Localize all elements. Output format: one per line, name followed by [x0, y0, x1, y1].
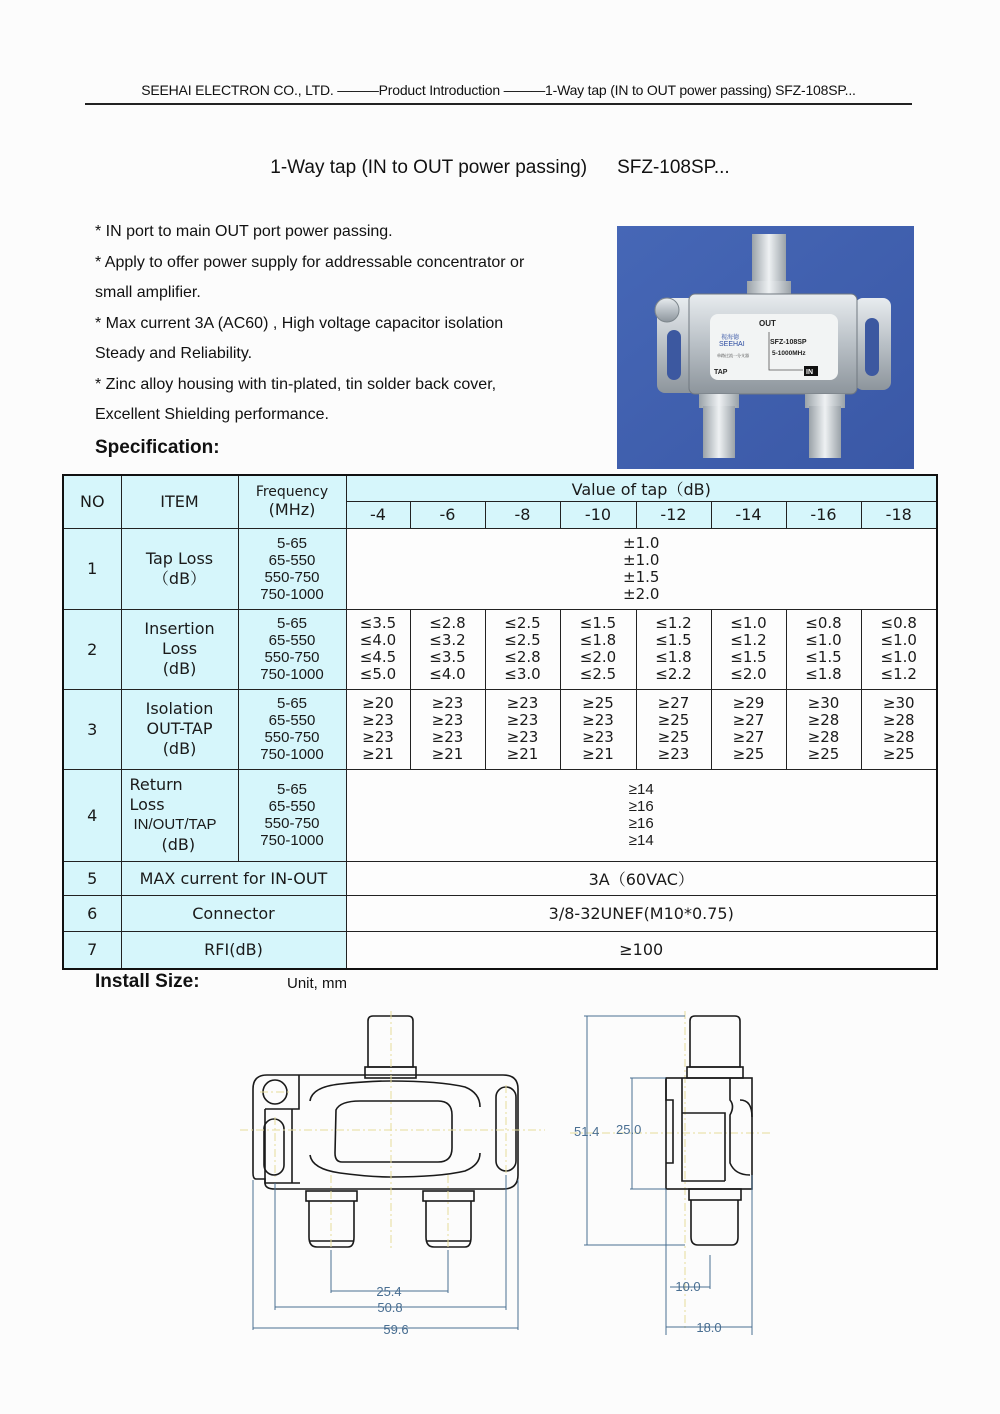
specification-table: [62, 474, 938, 970]
tap-header: -4: [346, 501, 410, 528]
value-line: ≤4.5: [359, 648, 397, 666]
value-line: ≥21: [431, 745, 464, 763]
freq-line: 65-550: [268, 632, 316, 649]
value-line: ≥23: [657, 745, 690, 763]
value-line: ≤3.2: [429, 631, 466, 649]
value-line: ≥27: [732, 711, 765, 729]
value-line: ≤4.0: [429, 665, 466, 683]
freq-line: 65-550: [268, 712, 316, 729]
item-line: （dB）: [152, 568, 207, 588]
table-row-connector: [63, 895, 937, 931]
feature-line: Steady and Reliability.: [95, 345, 253, 362]
label-cn-desc: 单路过流一分支器: [717, 353, 749, 358]
label-tap: TAP: [714, 369, 728, 376]
value-line: ≤2.2: [655, 665, 692, 683]
value-line: ≥27: [732, 728, 765, 746]
value-line: ≥23: [431, 728, 464, 746]
row-no: 5: [63, 861, 121, 895]
item-line: (dB): [162, 659, 197, 678]
value-line: ≤2.8: [429, 614, 466, 632]
item-line: (dB): [162, 739, 197, 758]
row-item: MAX current for IN-OUT: [121, 861, 346, 895]
dim-axis-depth: 10.0: [675, 1279, 701, 1294]
value-line: ≤4.0: [359, 631, 397, 649]
freq-line: 750-1000: [260, 746, 324, 763]
item-line: Return: [129, 775, 183, 794]
running-header: SEEHAI ELECTRON CO., LTD. ———Product Introduction ———1-Way tap (IN to OUT power passing) SFZ-108SP...: [141, 82, 856, 98]
feature-line: * IN port to main OUT port power passing.: [95, 223, 393, 240]
freq-line: 550-750: [264, 649, 320, 666]
value-line: ≤2.5: [504, 614, 541, 632]
row-no: 1: [63, 528, 121, 609]
table-row-insertion-loss: [63, 609, 937, 689]
product-photo: [617, 226, 914, 469]
dim-overall-depth: 18.0: [696, 1320, 722, 1335]
value-line: ≥30: [807, 694, 840, 712]
value-line: ≥23: [362, 711, 394, 729]
dim-body-height: 25.0: [616, 1122, 642, 1137]
side-view: [666, 1016, 752, 1245]
row-no: 4: [63, 769, 121, 861]
row-no: 3: [63, 689, 121, 769]
in-connector: [805, 394, 845, 458]
value-line: ≤2.0: [579, 648, 617, 666]
dim-mount-spacing: 50.8: [377, 1300, 403, 1315]
value-line: ±1.5: [623, 567, 660, 586]
frequency-unit: (MHz): [268, 500, 316, 520]
freq-line: 550-750: [264, 568, 320, 586]
insertion-loss-cell: [711, 609, 786, 689]
col-header-no: NO: [63, 475, 121, 528]
item-line: Loss: [161, 639, 198, 658]
isolation-cell: [560, 689, 636, 769]
isolation-cell: [485, 689, 560, 769]
col-header-item: ITEM: [121, 475, 238, 528]
max-current-value: 3A（60VAC）: [346, 861, 937, 895]
frequency-cell: [238, 769, 346, 861]
value-line: ≤1.2: [655, 614, 692, 632]
rfi-value: ≥100: [346, 931, 937, 969]
value-line: ≤1.8: [579, 631, 617, 649]
front-view: [253, 1016, 518, 1247]
value-line: ≥21: [362, 745, 394, 763]
value-line: ≤3.5: [429, 648, 466, 666]
item-line: Isolation: [145, 699, 214, 718]
tap-header: -8: [485, 501, 560, 528]
freq-line: 5-65: [276, 534, 308, 552]
value-line: ≤2.8: [504, 648, 541, 666]
product-name: 1-Way tap (IN to OUT power passing): [270, 157, 588, 178]
value-line: ≥28: [807, 728, 840, 746]
insertion-loss-cell: [636, 609, 711, 689]
value-line: ≤1.2: [880, 665, 917, 683]
insertion-loss-cell: [786, 609, 861, 689]
feature-line: * Max current 3A (AC60) , High voltage capacitor isolation: [95, 315, 504, 332]
col-header-frequency: [238, 475, 346, 528]
value-line: ≤1.8: [805, 665, 842, 683]
connector-value: 3/8-32UNEF(M10*0.75): [346, 895, 937, 931]
row-no: 7: [63, 931, 121, 969]
value-line: ≥25: [657, 728, 690, 746]
tap-header: -18: [861, 501, 937, 528]
header-rule: [85, 103, 912, 105]
feature-line: Excellent Shielding performance.: [95, 406, 329, 423]
value-line: ≥23: [362, 728, 394, 746]
install-drawing: [230, 1005, 790, 1345]
frequency-label: Frequency: [255, 484, 329, 501]
dim-port-spacing: 25.4: [376, 1284, 402, 1299]
return-loss-values: [346, 769, 937, 861]
freq-line: 750-1000: [260, 832, 324, 849]
value-line: ≤2.5: [579, 665, 617, 683]
value-line: ≥21: [506, 745, 539, 763]
dim-overall-width: 59.6: [383, 1322, 409, 1337]
value-line: ≥23: [582, 728, 614, 746]
insertion-loss-cell: [410, 609, 485, 689]
item-line: Loss: [129, 795, 165, 814]
feature-line: * Apply to offer power supply for addressable concentrator or: [95, 254, 525, 271]
value-line: ≤0.8: [880, 614, 917, 632]
item-line: OUT-TAP: [146, 719, 213, 738]
side-dimension-lines: [584, 1016, 752, 1335]
freq-line: 750-1000: [260, 585, 324, 603]
insertion-loss-cell: [861, 609, 937, 689]
isolation-cell: [711, 689, 786, 769]
table-row-tap-loss: [63, 528, 937, 609]
value-line: ≥21: [582, 745, 614, 763]
value-line: ≥16: [628, 798, 654, 815]
table-row-isolation: [63, 689, 937, 769]
out-connector: [747, 234, 791, 295]
row-item: RFI(dB): [121, 931, 346, 969]
value-line: ≤1.0: [730, 614, 767, 632]
row-item: [121, 769, 238, 861]
isolation-cell: [346, 689, 410, 769]
value-line: ≥25: [582, 694, 614, 712]
item-line: (dB): [161, 835, 196, 854]
value-line: ≥25: [732, 745, 765, 763]
value-line: ≥29: [732, 694, 765, 712]
label-freq: 5-1000MHz: [772, 350, 806, 357]
isolation-cell: [636, 689, 711, 769]
table-row-rfi: [63, 931, 937, 969]
value-line: ≥14: [628, 781, 654, 798]
value-line: ≥28: [882, 728, 915, 746]
value-line: ≤1.0: [880, 631, 917, 649]
tap-connector: [699, 394, 739, 458]
value-line: ≤1.0: [880, 648, 917, 666]
value-line: ≤2.5: [504, 631, 541, 649]
install-size-unit: Unit, mm: [287, 975, 347, 992]
value-line: ≤1.0: [805, 631, 842, 649]
value-line: ≤1.8: [655, 648, 692, 666]
insertion-loss-cell: [346, 609, 410, 689]
row-item: [121, 609, 238, 689]
header-row: [63, 475, 937, 501]
frequency-cell: [238, 528, 346, 609]
value-line: ≥23: [506, 694, 539, 712]
value-line: ≥16: [628, 815, 654, 832]
value-line: ≤1.5: [655, 631, 692, 649]
frequency-cell: [238, 689, 346, 769]
value-line: ≤0.8: [805, 614, 842, 632]
value-line: ≤1.5: [730, 648, 767, 666]
value-line: ≥28: [882, 711, 915, 729]
isolation-cell: [861, 689, 937, 769]
value-line: ≥23: [582, 711, 614, 729]
freq-line: 5-65: [276, 695, 308, 712]
tap-header: -6: [410, 501, 485, 528]
value-line: ≥25: [882, 745, 915, 763]
value-line: ≤1.5: [579, 614, 617, 632]
label-brand: SEEHAI: [719, 341, 745, 348]
value-line: ≤1.5: [805, 648, 842, 666]
row-item: [121, 689, 238, 769]
label-model: SFZ-108SP: [770, 339, 807, 346]
label-in: IN: [806, 369, 813, 376]
row-item: [121, 528, 238, 609]
isolation-cell: [786, 689, 861, 769]
freq-line: 5-65: [276, 781, 308, 798]
value-line: ≥25: [657, 711, 690, 729]
label-out: OUT: [759, 319, 776, 328]
frequency-cell: [238, 609, 346, 689]
dim-overall-height: 51.4: [574, 1124, 600, 1139]
value-line: ≤3.0: [504, 665, 541, 683]
value-line: ≥23: [431, 711, 464, 729]
value-line: ≥14: [628, 832, 654, 849]
value-line: ≥23: [431, 694, 464, 712]
install-size-heading: Install Size:: [95, 971, 200, 992]
freq-line: 65-550: [268, 798, 316, 815]
value-line: ≤1.2: [730, 631, 767, 649]
freq-line: 5-65: [276, 615, 308, 632]
row-item: Connector: [121, 895, 346, 931]
value-line: ±1.0: [623, 533, 660, 552]
specification-heading: Specification:: [95, 437, 220, 458]
insertion-loss-cell: [560, 609, 636, 689]
page-title: [0, 157, 1000, 179]
value-line: ≥23: [506, 711, 539, 729]
item-line: IN/OUT/TAP: [133, 816, 217, 833]
value-line: ≤5.0: [359, 665, 397, 683]
col-header-value-of-tap: Value of tap（dB): [346, 475, 937, 501]
tap-loss-values: [346, 528, 937, 609]
value-line: ≥30: [882, 694, 915, 712]
item-line: Tap Loss: [145, 548, 214, 568]
freq-line: 750-1000: [260, 666, 324, 683]
feature-line: small amplifier.: [95, 284, 201, 301]
value-line: ±1.0: [623, 550, 660, 569]
row-no: 2: [63, 609, 121, 689]
freq-line: 550-750: [264, 729, 320, 746]
tap-header: -14: [711, 501, 786, 528]
freq-line: 65-550: [268, 551, 316, 569]
label-brand-cn: 视海德: [721, 335, 740, 341]
freq-line: 550-750: [264, 815, 320, 832]
table-row-return-loss: [63, 769, 937, 861]
value-line: ≥20: [362, 694, 394, 712]
product-model: SFZ-108SP...: [617, 157, 730, 178]
tap-header: -12: [636, 501, 711, 528]
tap-header: -10: [560, 501, 636, 528]
row-no: 6: [63, 895, 121, 931]
value-line: ±2.0: [623, 584, 660, 603]
item-line: Insertion: [144, 619, 215, 638]
isolation-cell: [410, 689, 485, 769]
feature-line: * Zinc alloy housing with tin-plated, tin solder back cover,: [95, 376, 497, 393]
value-line: ≥25: [807, 745, 840, 763]
tap-header: -16: [786, 501, 861, 528]
table-row-max-current: [63, 861, 937, 895]
value-line: ≤3.5: [359, 614, 397, 632]
value-line: ≥27: [657, 694, 690, 712]
value-line: ≥23: [506, 728, 539, 746]
value-line: ≤2.0: [730, 665, 767, 683]
value-line: ≥28: [807, 711, 840, 729]
insertion-loss-cell: [485, 609, 560, 689]
